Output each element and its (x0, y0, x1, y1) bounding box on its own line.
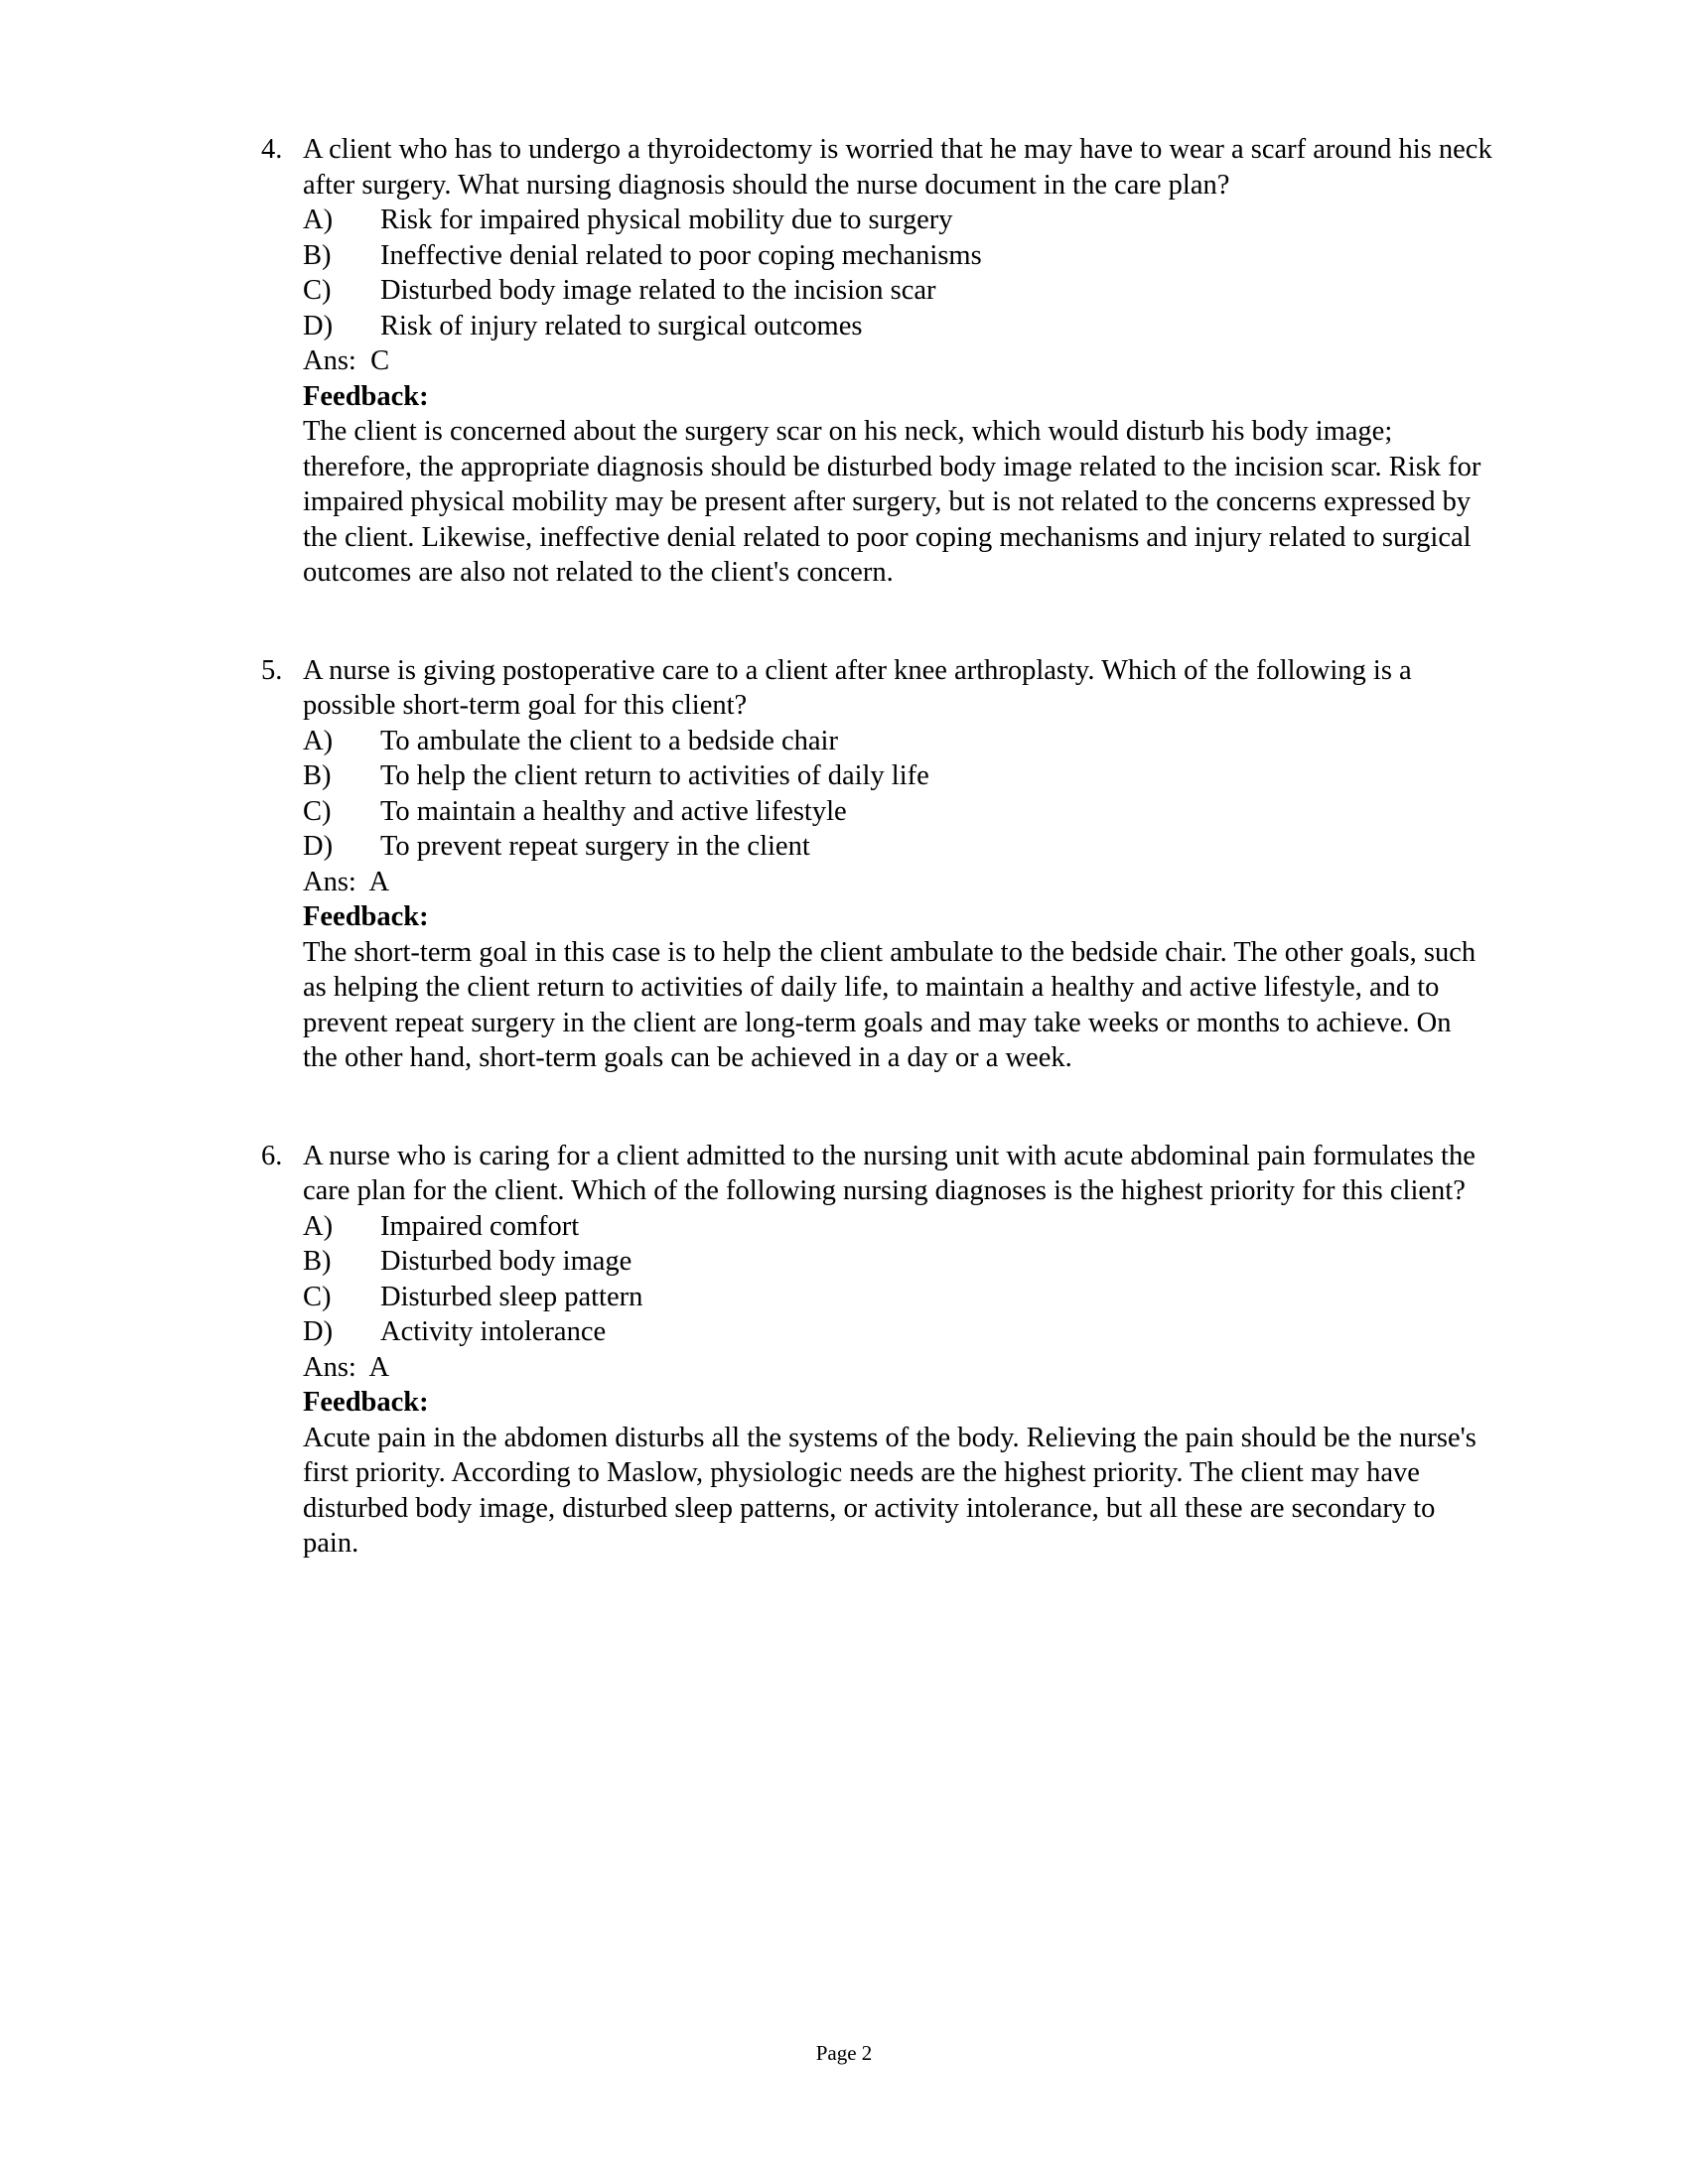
question-heading (261, 653, 1492, 724)
questions-container (261, 132, 1492, 1562)
answer-line: Ans: A (303, 1351, 390, 1383)
question-block (261, 1139, 1492, 1562)
option-letter: C) (303, 275, 332, 306)
option-letter: D) (303, 831, 334, 862)
question-number: 6. (261, 1140, 283, 1171)
feedback-body: The short-term goal in this case is to help the client ambulate to the bedside chair. The other goals, such as helping the client return to activities of daily life, to maintain a healthy and active lifestyle, and to prevent repeat surgery in the client are long-term goals and may take weeks or months to achieve. On the other hand, short-term goals can be achieved in a day or a week. (303, 936, 1477, 1073)
option-text: Risk of injury related to surgical outcomes (380, 310, 863, 341)
option-row[interactable] (303, 309, 1492, 344)
option-text: Activity intolerance (380, 1316, 607, 1347)
option-letter: B) (303, 1246, 332, 1277)
question-number: 5. (261, 654, 283, 686)
answer-line: Ans: C (303, 345, 390, 376)
question-block (261, 653, 1492, 1076)
option-row[interactable] (303, 724, 1492, 759)
question-stem: A nurse is giving postoperative care to a client after knee arthroplasty. Which of the following is a possible short-term goal for this client? (303, 654, 1412, 721)
option-row[interactable] (303, 1280, 1492, 1315)
options-list (303, 724, 1492, 865)
option-row[interactable] (303, 203, 1492, 238)
feedback-label: Feedback: (303, 901, 429, 932)
option-letter: B) (303, 760, 332, 791)
question-heading (261, 132, 1492, 203)
option-text: To help the client return to activities of daily life (380, 760, 929, 791)
option-text: Disturbed body image related to the incision scar (380, 275, 936, 306)
question-heading (261, 1139, 1492, 1209)
options-list (303, 203, 1492, 343)
option-row[interactable] (303, 829, 1492, 865)
option-letter: B) (303, 239, 332, 271)
feedback-body: Acute pain in the abdomen disturbs all the systems of the body. Relieving the pain should be the nurse's first priority. According to Maslow, physiologic needs are the highest priority. The client may have disturbed body image, disturbed sleep patterns, or activity intolerance, but all these are secondary to pain. (303, 1422, 1477, 1559)
option-text: Ineffective denial related to poor coping mechanisms (380, 239, 982, 271)
question-stem: A nurse who is caring for a client admitted to the nursing unit with acute abdominal pain formulates the care plan for the client. Which of the following nursing diagnoses is the highest priority for this client? (303, 1140, 1476, 1206)
option-row[interactable] (303, 1244, 1492, 1280)
option-row[interactable] (303, 273, 1492, 309)
option-letter: A) (303, 725, 334, 756)
option-text: To maintain a healthy and active lifestyle (380, 795, 847, 827)
question-block (261, 132, 1492, 591)
option-letter: D) (303, 1316, 334, 1347)
option-letter: D) (303, 310, 334, 341)
answer-line: Ans: A (303, 866, 390, 897)
option-row[interactable] (303, 1314, 1492, 1350)
option-row[interactable] (303, 758, 1492, 794)
options-list (303, 1209, 1492, 1350)
feedback-label: Feedback: (303, 1387, 429, 1418)
option-row[interactable] (303, 794, 1492, 830)
option-text: To ambulate the client to a bedside chair (380, 725, 838, 756)
question-stem: A client who has to undergo a thyroidectomy is worried that he may have to wear a scarf around his neck after surgery. What nursing diagnosis should the nurse document in the care plan? (303, 134, 1492, 201)
option-text: Disturbed sleep pattern (380, 1281, 643, 1312)
feedback-label: Feedback: (303, 380, 429, 412)
page-footer: Page 2 (815, 2041, 873, 2065)
feedback-body: The client is concerned about the surgery scar on his neck, which would disturb his body image; therefore, the appropriate diagnosis should be disturbed body image related to the incision scar. Risk for impaired physical mobility may be present after surgery, but is not related to the concerns expressed by the client. Likewise, ineffective denial related to poor coping mechanisms and injury related to surgical outcomes are also not related to the client's concern. (303, 416, 1481, 588)
option-row[interactable] (303, 238, 1492, 274)
option-letter: C) (303, 1281, 332, 1312)
option-text: Impaired comfort (380, 1210, 580, 1242)
option-letter: A) (303, 205, 334, 235)
question-number: 4. (261, 134, 283, 165)
option-text: To prevent repeat surgery in the client (380, 831, 810, 862)
option-text: Risk for impaired physical mobility due to surgery (380, 205, 953, 235)
option-text: Disturbed body image (380, 1246, 633, 1277)
option-letter: A) (303, 1210, 334, 1242)
option-letter: C) (303, 795, 332, 827)
option-row[interactable] (303, 1209, 1492, 1245)
